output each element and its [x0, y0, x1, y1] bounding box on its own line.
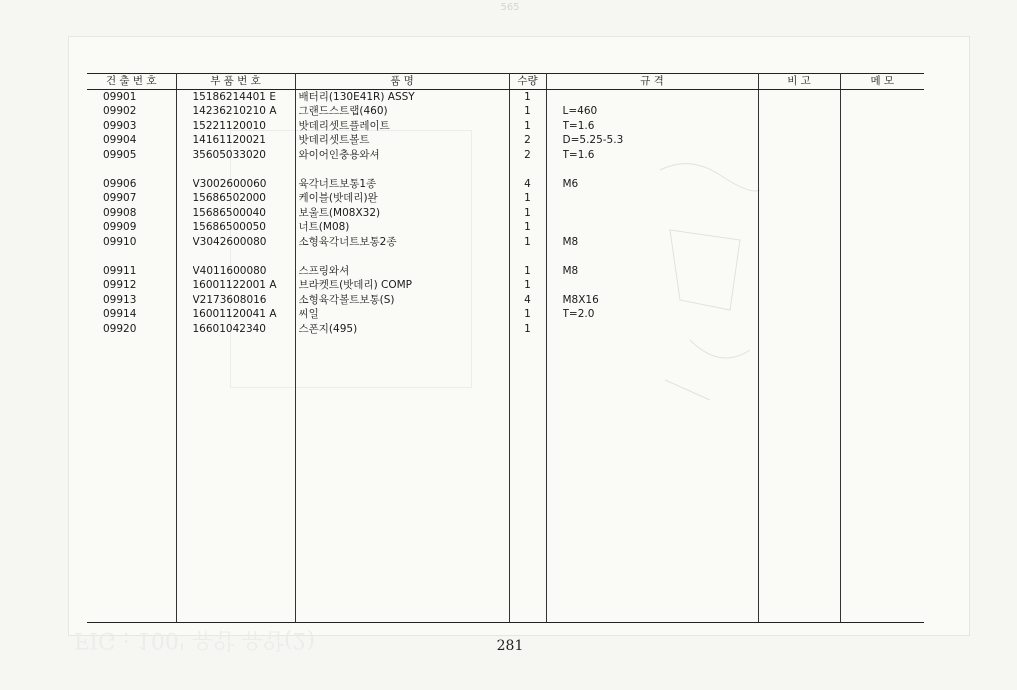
cell-spec: T=1.6: [562, 148, 595, 161]
cell-part-no: [193, 249, 295, 264]
cell-item-no: [103, 249, 176, 264]
cell-spec: M8: [562, 235, 579, 248]
cell-qty: 1: [524, 279, 531, 291]
cell-part-no: 35605033020: [192, 148, 266, 161]
cell-item-no: 09907: [103, 192, 137, 204]
cell-name: 브라켓트(밧데리) COMP: [298, 279, 413, 291]
cell-spec: [563, 322, 758, 337]
cell-item-no: 09908: [103, 206, 137, 219]
cell-spec: M8: [562, 264, 579, 277]
cell-part-no: 15686500040: [192, 206, 266, 219]
cell-part-no: V3002600060: [192, 177, 267, 190]
cell-item-no: 09902: [103, 105, 137, 117]
column-memo: [840, 89, 924, 623]
page-number: 281: [496, 638, 524, 654]
cell-item-no: 09903: [103, 119, 137, 132]
cell-qty: 4: [524, 177, 531, 190]
cell-spec: D=5.25-5.3: [562, 134, 624, 146]
column-name: [295, 89, 509, 623]
cell-part-no: 15186214401 E: [192, 90, 276, 103]
cell-qty: 1: [524, 235, 531, 248]
cell-qty: 2: [524, 148, 531, 161]
cell-item-no: 09901: [103, 90, 137, 103]
cell-qty: 1: [524, 192, 531, 204]
cell-part-no: V2173608016: [192, 293, 267, 306]
cell-name: 씨일: [298, 308, 319, 320]
cell-item-no: 09920: [103, 322, 137, 335]
cell-qty: 1: [524, 90, 531, 103]
cell-item-no: 09913: [103, 293, 137, 306]
cell-part-no: 15686500050: [192, 221, 266, 233]
column-item-no: [87, 89, 176, 623]
cell-spec: T=2.0: [562, 308, 595, 320]
cell-item-no: 09906: [103, 177, 137, 190]
cell-part-no: [193, 162, 295, 177]
cell-qty: 4: [524, 293, 531, 306]
table-header-row: [87, 74, 924, 90]
cell-qty: 1: [524, 308, 531, 320]
cell-qty: 1: [524, 322, 531, 335]
bleed-through-text: FIG : 100' 유압 유압(2): [74, 627, 316, 652]
cell-part-no: 14236210210 A: [192, 105, 277, 117]
cell-spec: M6: [562, 177, 579, 190]
cell-qty: 1: [524, 119, 531, 132]
column-part-no: [176, 89, 295, 623]
header-qty: 수량: [509, 74, 546, 90]
header-memo: 메 모: [840, 74, 924, 90]
cell-spec: M8X16: [562, 293, 599, 306]
cell-item-no: 09911: [103, 264, 137, 277]
cell-name: 스프링와셔: [298, 264, 350, 277]
parts-list-table: [87, 73, 924, 623]
column-qty: [509, 89, 546, 623]
top-page-mark: 565: [500, 2, 520, 13]
cell-part-no: 15686502000: [192, 192, 266, 204]
cell-spec: [563, 191, 758, 206]
cell-name: 소형육각너트보통2종: [298, 235, 397, 248]
cell-name: 스폰지(495): [298, 322, 358, 335]
cell-spec: [563, 220, 758, 235]
cell-item-no: [103, 162, 176, 177]
cell-name: [299, 249, 509, 264]
cell-item-no: 09905: [103, 148, 137, 161]
header-name: 품 명: [295, 74, 509, 90]
cell-spec: [563, 90, 758, 105]
header-remark: 비 고: [758, 74, 840, 90]
cell-qty: 1: [524, 206, 531, 219]
cell-name: 그랜드스트랩(460): [298, 105, 388, 117]
cell-part-no: V4011600080: [192, 264, 267, 277]
header-spec: 규 격: [546, 74, 758, 90]
cell-spec: [563, 249, 758, 264]
cell-spec: T=1.6: [562, 119, 595, 132]
cell-name: 보울트(M08X32): [298, 206, 381, 219]
cell-qty: [510, 162, 546, 177]
cell-item-no: 09912: [103, 279, 137, 291]
cell-part-no: 16001122001 A: [192, 279, 277, 291]
cell-qty: 1: [524, 264, 531, 277]
cell-spec: [563, 162, 758, 177]
cell-spec: L=460: [562, 105, 598, 117]
column-remark: [758, 89, 840, 623]
cell-name: 소형육각볼트보통(S): [298, 293, 395, 306]
cell-qty: [510, 249, 546, 264]
cell-name: 밧데리셋트플레이트: [298, 119, 390, 132]
cell-item-no: 09910: [103, 235, 137, 248]
cell-part-no: 15221120010: [192, 119, 266, 132]
cell-name: [299, 162, 509, 177]
cell-qty: 1: [524, 105, 531, 117]
cell-spec: [563, 278, 758, 293]
cell-name: 배터리(130E41R) ASSY: [298, 90, 415, 103]
cell-name: 너트(M08): [298, 221, 350, 233]
cell-qty: 2: [524, 134, 531, 146]
cell-name: 밧데리셋트볼트: [298, 134, 370, 146]
cell-name: 와이어인충용와셔: [298, 148, 380, 161]
column-spec: [546, 89, 758, 623]
cell-name: 케이블(밧데리)완: [298, 192, 378, 204]
cell-qty: 1: [524, 221, 531, 233]
cell-part-no: 14161120021: [192, 134, 266, 146]
cell-item-no: 09904: [103, 134, 137, 146]
cell-item-no: 09914: [103, 308, 137, 320]
table-body-row: [87, 89, 924, 623]
header-item-no: 건 출 번 호: [87, 74, 176, 90]
cell-name: 육각너트보통1종: [298, 177, 377, 190]
cell-part-no: V3042600080: [192, 235, 267, 248]
cell-spec: [563, 206, 758, 221]
cell-part-no: 16601042340: [192, 322, 266, 335]
header-part-no: 부 품 번 호: [176, 74, 295, 90]
cell-part-no: 16001120041 A: [192, 308, 277, 320]
cell-item-no: 09909: [103, 221, 137, 233]
